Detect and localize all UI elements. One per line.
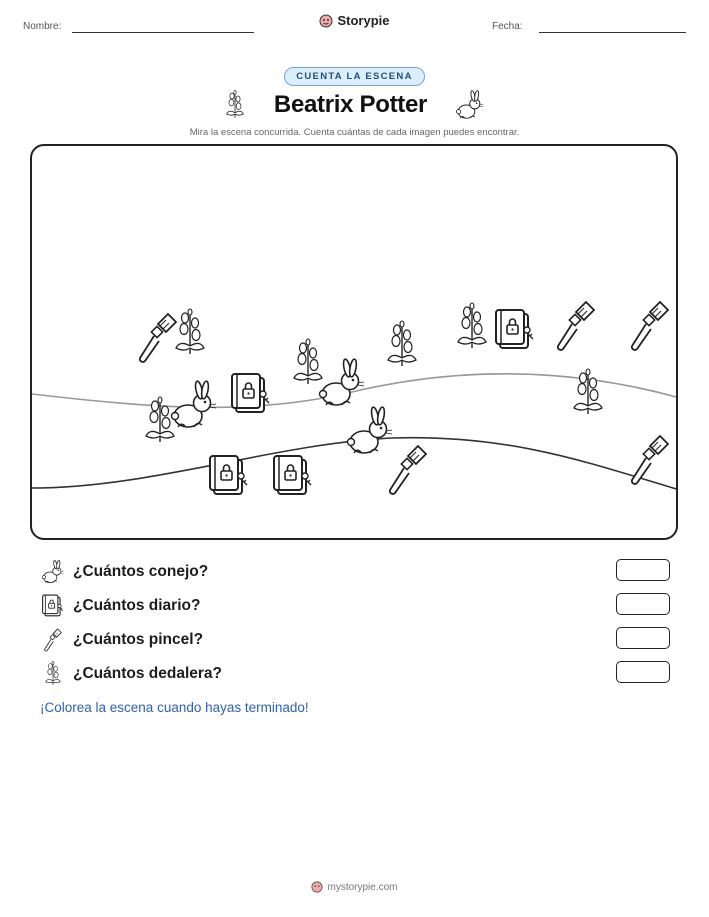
brand-name: Storypie	[337, 13, 390, 28]
foxglove-icon	[574, 369, 602, 414]
name-label: Nombre:	[23, 21, 62, 32]
diary-icon	[210, 456, 247, 494]
date-label: Fecha:	[492, 21, 523, 32]
question-text: ¿Cuántos diario?	[73, 597, 201, 614]
answer-box[interactable]	[616, 661, 670, 683]
foxglove-icon	[146, 397, 174, 442]
question-text: ¿Cuántos conejo?	[73, 563, 209, 580]
diary-icon	[274, 456, 311, 494]
footer	[0, 880, 709, 898]
coloring-instruction: ¡Colorea la escena cuando hayas terminado!	[40, 700, 309, 715]
rabbit-icon	[41, 560, 65, 584]
question-rabbit	[40, 559, 670, 585]
question-text: ¿Cuántos dedalera?	[73, 665, 222, 682]
foxglove-icon	[388, 321, 416, 366]
rabbit-icon	[455, 90, 485, 120]
section-badge: CUENTA LA ESCENA	[284, 67, 425, 86]
paintbrush-icon	[41, 628, 65, 652]
paintbrush-icon	[558, 302, 594, 350]
footer-url[interactable]: mystorypie.com	[327, 881, 398, 893]
foxglove-icon	[458, 303, 486, 348]
paintbrush-icon	[140, 314, 176, 362]
question-diary	[40, 593, 670, 619]
paintbrush-icon	[632, 436, 668, 484]
foxglove-icon	[294, 339, 322, 384]
rabbit-icon	[348, 407, 393, 453]
question-paintbrush	[40, 627, 670, 653]
foxglove-icon	[41, 661, 65, 687]
diary-icon	[232, 374, 269, 412]
rabbit-icon	[320, 359, 365, 405]
answer-box[interactable]	[616, 559, 670, 581]
foxglove-icon	[224, 90, 246, 120]
storypie-mascot-icon	[319, 14, 333, 28]
diary-icon	[496, 310, 533, 348]
answer-box[interactable]	[616, 627, 670, 649]
question-foxglove	[40, 661, 670, 687]
counting-scene	[30, 144, 678, 540]
brand-logo	[0, 13, 709, 33]
paintbrush-icon	[390, 446, 426, 494]
paintbrush-icon	[632, 302, 668, 350]
page-title: Beatrix Potter	[273, 91, 428, 118]
foxglove-icon	[176, 309, 204, 354]
diary-icon	[41, 594, 65, 618]
rabbit-icon	[172, 381, 217, 427]
question-text: ¿Cuántos pincel?	[73, 631, 204, 648]
date-line[interactable]	[539, 32, 686, 33]
instructions-subtitle: Mira la escena concurrida. Cuenta cuántas de cada imagen puedes encontrar.	[189, 127, 520, 138]
answer-box[interactable]	[616, 593, 670, 615]
storypie-mascot-icon	[311, 881, 323, 893]
